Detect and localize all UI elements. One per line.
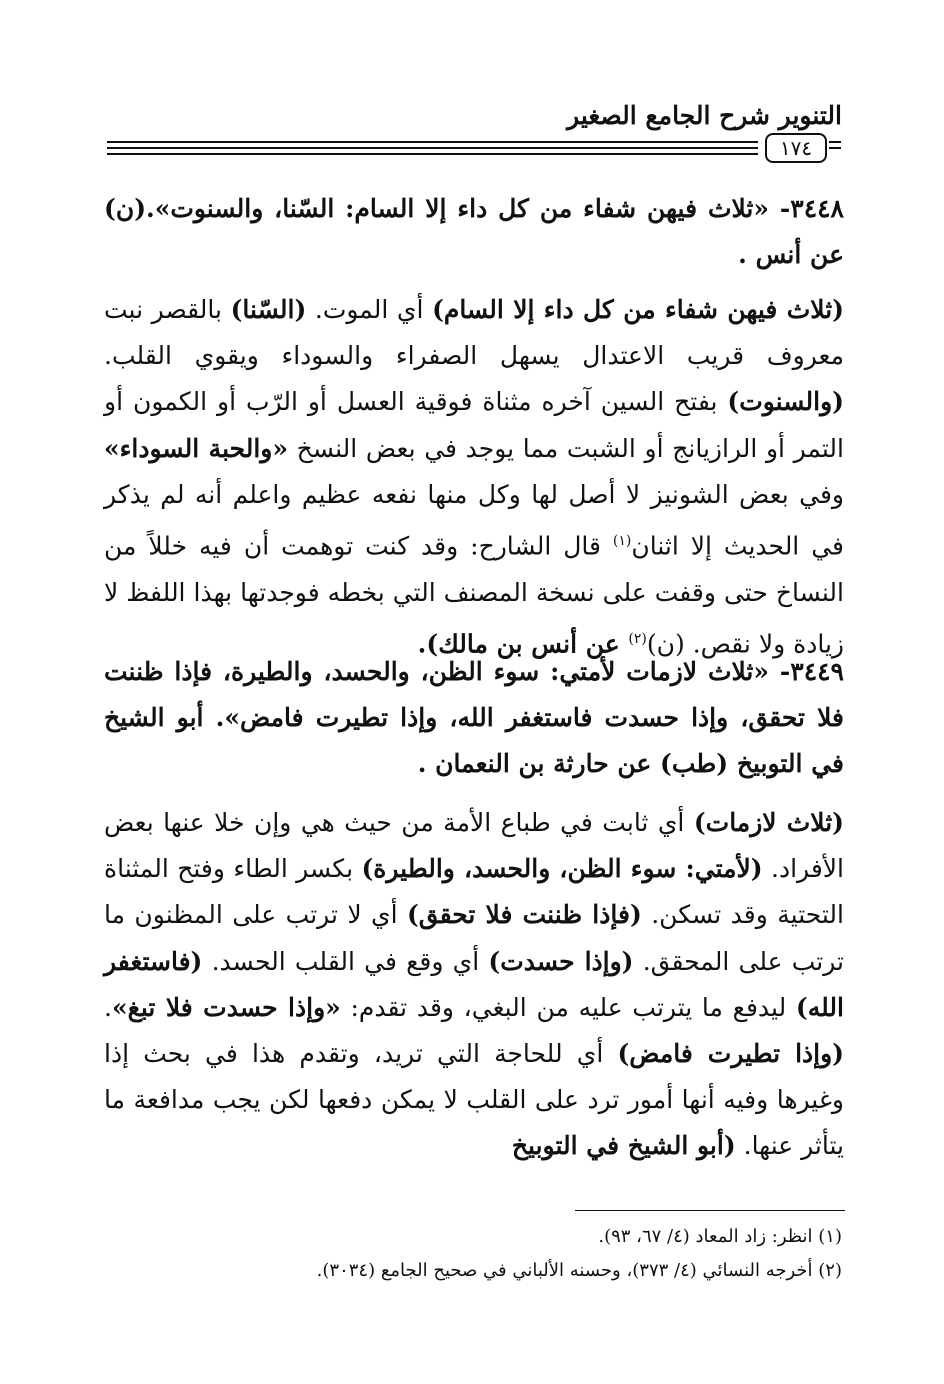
hadith-number: ٣٤٤٩-: [769, 657, 844, 686]
commentary-bold-8: (أبو الشيخ في التوبيخ: [511, 1131, 736, 1161]
footnote-1: (١) انظر: زاد المعاد (٤/ ٦٧، ٩٣).: [598, 1226, 842, 1247]
hadith-text: «ثلاث لازمات لأمتي: سوء الظن، والحسد، والطيرة، فإذا ظننت فلا تحقق، وإذا حسدت فاستغفر الله، وإذا تطيرت فامض»: [104, 657, 844, 733]
hadith-text: «ثلاث فيهن شفاء من كل داء إلا السام: السّنا، والسنوت»: [154, 194, 769, 223]
commentary-text-5: قال الشارح: وقد كنت توهمت أن فيه خللاً من النساخ حتى وقفت على نسخة المصنف التي بخطه فوجدتها بهذا اللفظ لا زيادة ولا نقص. (ن): [104, 531, 844, 659]
commentary-bold-2: (لأمتي: سوء الظن، والحسد، والطيرة): [361, 854, 763, 884]
commentary-text-6: .: [104, 992, 112, 1022]
commentary-text-4: وفي بعض الشونيز لا أصل لها وكل منها نفعه عظيم واعلم أنه لم يذكر في الحديث إلا اثنان: [104, 479, 844, 561]
header-rule-middle: [107, 147, 758, 149]
commentary-bold-5: (فاستغفر الله): [104, 946, 844, 1022]
commentary-text-7: أي للحاجة التي تريد، وتقدم هذا في بحث إذا وغيرها وفيه أنها أمور ترد على القلب لا يمكن دفعها لكن يجب مدافعة ما يتأثر عنها.: [104, 1039, 844, 1161]
page-number: ١٧٤: [765, 133, 827, 163]
commentary-text-1: أي الموت.: [306, 295, 433, 324]
commentary-bold-3: (فإذا ظننت فلا تحقق): [406, 900, 642, 930]
footnote-separator: [575, 1210, 845, 1211]
commentary-bold-1: (ثلاث فيهن شفاء من كل داء إلا السام): [432, 295, 844, 324]
commentary-text-2: بكسر الطاء وفتح المثناة التحتية وقد تسكن.: [104, 854, 844, 930]
footnote-ref-2: (٢): [628, 630, 647, 647]
header-rule-bottom: [107, 153, 758, 155]
commentary-bold-3: (والسنوت): [727, 387, 844, 417]
header-rule-top: [107, 141, 758, 143]
commentary-3448: [104, 287, 844, 667]
hadith-source: .(ن) عن أنس .: [104, 194, 844, 270]
header-corner-mark: [829, 141, 841, 151]
hadith-3449: [104, 649, 844, 788]
commentary-3449: [104, 800, 844, 1170]
commentary-bold-2: (السّنا): [230, 295, 307, 324]
hadith-number: ٣٤٤٨-: [768, 194, 844, 223]
commentary-bold-4: (وإذا حسدت): [488, 946, 634, 976]
footnote-2: (٢) أخرجه النسائي (٤/ ٣٧٣)، وحسنه الألباني في صحيح الجامع (٣٠٣٤).: [316, 1260, 842, 1281]
commentary-text-2: بالقصر نبت معروف قريب الاعتدال يسهل الصفراء والسوداء ويقوي القلب.: [104, 295, 844, 371]
commentary-bold-7: (وإذا تطيرت فامض): [617, 1039, 845, 1069]
commentary-bold-5: عن أنس بن مالك).: [417, 629, 629, 659]
commentary-text-4: أي وقع في القلب الحسد.: [202, 946, 489, 976]
commentary-bold-6: «وإذا حسدت فلا تبغ»: [111, 992, 341, 1022]
page-title: التنوير شرح الجامع الصغير: [567, 101, 842, 130]
commentary-text-5: ليدفع ما يترتب عليه من البغي، وقد تقدم:: [340, 992, 796, 1022]
commentary-text-3: أي لا ترتب على المظنون ما ترتب على المحقق.: [104, 900, 844, 976]
commentary-text-1: أي ثابت في طباع الأمة من حيث هي وإن خلا عنها بعض الأفراد.: [104, 808, 844, 884]
hadith-source: . أبو الشيخ في التوبيخ (طب) عن حارثة بن النعمان .: [104, 703, 844, 779]
hadith-3448: [104, 186, 844, 278]
commentary-bold-1: (ثلاث لازمات): [693, 808, 844, 837]
commentary-bold-4: «والحبة السوداء»: [104, 433, 289, 463]
commentary-text-3: بفتح السين آخره مثناة فوقية العسل أو الرّب أو الكمون أو التمر أو الرازيانج أو الشبت مما يوجد في بعض النسخ: [104, 387, 844, 463]
footnote-ref-1: (١): [612, 533, 632, 550]
